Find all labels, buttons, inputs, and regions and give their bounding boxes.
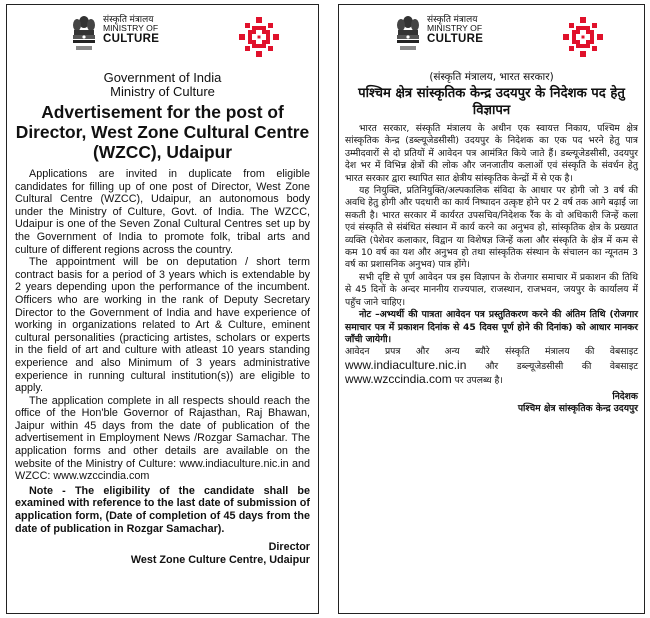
hindi-signature-title: निदेशक xyxy=(612,390,638,402)
link-wzccindia[interactable]: www.wzccindia.com xyxy=(345,372,452,387)
hindi-paragraph-eligibility: यह नियुक्ति, प्रतिनियुक्ति/अल्पकालिक संविदा के आधार पर होगी जो 3 वर्ष की अवधि हेतु होगी और पदधारी का कार्य निष्पादन उत्कृष्ट होने पर 2 वर्ष तक आगे बढ़ाई जा सकती है। भारत सरकार में कार्यरत उपसचिव/निदेशक रैंक के वो अधिकारी जिन्हें कला एवं संस्कृति से संबंधित संस्थान में कार्य करने का अनुभव हो, सांस्कृतिक क्षेत्र के प्रख्यात व्यक्ति (पेशेवर कलाकार, विद्वान या विशेषज्ञ जिन्हें कला और संस्कृति के क्षेत्र में कम से कम 10 वर्ष का यश और अनुभव हो तथा सांस्कृतिक संस्थान के संचालन का न्यूनतम 3 वर्ष का प्रशासनिक अनुभव) पात्र होंगे। xyxy=(345,185,638,271)
hindi-advertisement xyxy=(338,4,645,614)
paragraph-eligibility: The appointment will be on deputation / short term contract basis for a period of 3 years which is extendable by 2 years depending upon the performance of the incumbent. Officers who are working in the rank of Deputy Secretary Director to the Government of India and have experience of working in organizations related to Art & Culture, eminent cultural personalities (practicing artistes, scholars or experts in the field of art and culture with atleast 10 years standing experience and also Minimum of 3 years administrative experience in running cultural institution(s)) are eligible to apply. xyxy=(15,256,310,395)
ministry-logo-text: संस्कृति मंत्रालय MINISTRY OF CULTURE xyxy=(427,14,484,46)
english-advertisement xyxy=(6,4,319,614)
ministry-label: Ministry of Culture xyxy=(110,84,215,99)
hindi-signature-organization: पश्चिम क्षेत्र सांस्कृतिक केन्द्र उदयपुर xyxy=(517,402,638,414)
signature-organization: West Zone Culture Centre, Udaipur xyxy=(130,553,310,566)
link-indiaculture[interactable]: www.indiaculture.nic.in xyxy=(345,357,467,372)
wzcc-logo-icon xyxy=(237,15,281,59)
hindi-paragraph-intro: भारत सरकार, संस्कृति मंत्रालय के अधीन एक स्वायत्त निकाय, पश्चिम क्षेत्र सांस्कृतिक केन्द्र (डब्ल्यूजेडसीसी) उदयपुर के निदेशक का एक पद भरने हेतु पात्र उम्मीदवारों से दो प्रतियों में आवेदन पत्र आमंत्रित किये जाते हैं। डब्ल्यूजेडसीसी, उदयपुर देश भर में विभिन्न क्षेत्रों की लोक और जनजातीय कलाओं एवं संस्कृति के संवर्धन हेतु भारत सरकार द्वारा स्थापित सात क्षेत्रीय सांस्कृतिक केन्द्रों में से एक है। xyxy=(345,123,638,184)
hindi-eligibility-note: नोट –अभ्यर्थी की पात्रता आवेदन पत्र प्रस्तुतिकरण करने की अंतिम तिथि (रोजगार समाचार पत्र में प्रकाशन दिनांक से 45 दिवस पूर्ण होने की दिनांक) को आधार मानकर जाँची जायेगी। xyxy=(345,309,638,345)
eligibility-note: Note - The eligibility of the candidate shall be examined with reference to the last date of submission of application form, (Date of completion of 45 days from the date of publication in Rozgar Samachar). xyxy=(15,484,310,535)
emblem-icon xyxy=(71,13,97,55)
hindi-advertisement-title: पश्चिम क्षेत्र सांस्कृतिक केन्द्र उदयपुर के निदेशक पद हेतु विज्ञापन xyxy=(358,86,625,118)
hindi-paragraph-websites: आवेदन प्रपत्र और अन्य ब्यौरे संस्कृति मंत्रालय की वेबसाइट www.indiaculture.nic.in और डब्ल्यूजेडसीसी की वेबसाइट www.wzccindia.com पर उपलब्ध है। xyxy=(345,346,639,387)
hindi-paragraph-application: सभी दृष्टि से पूर्ण आवेदन पत्र इस विज्ञापन के रोजगार समाचार में प्रकाशन की तिथि से 45 दिनों के अन्दर माननीय राज्यपाल, राजस्थान, राजभवन, जयपुर के कार्यालय में पहुँच जाने चाहिए। xyxy=(345,271,638,308)
logo-row xyxy=(7,5,318,71)
advertisement-title: Advertisement for the post of Director, West Zone Cultural Centre (WZCC), Udaipur xyxy=(15,102,310,162)
wzcc-logo-icon xyxy=(561,15,605,59)
government-label: Government of India xyxy=(103,70,222,85)
emblem-icon xyxy=(395,13,421,55)
logo-row xyxy=(339,5,644,71)
paragraph-application: The application complete in all respects should reach the office of the Hon'ble Governor of Rajasthan, Raj Bhawan, Jaipur within 45 days from the date of publication of the advertisement in Employment News /Rozgar Samachar. The application forms and other details are available on the website of the Ministry of Culture: www.indiaculture.nic.in and WZCC: www.wzccindia.com xyxy=(15,394,310,483)
ministry-logo-text: संस्कृति मंत्रालय MINISTRY OF CULTURE xyxy=(103,14,160,46)
hindi-subtitle: (संस्कृति मंत्रालय, भारत सरकार) xyxy=(429,71,554,83)
signature-title: Director xyxy=(268,541,310,554)
paragraph-intro: Applications are invited in duplicate from eligible candidates for filling up of one post of Director, West Zone Cultural Centre (WZCC), Udaipur, an autonomous body under the Ministry of Culture, Govt. of India. The WZCC, Udaipur is one of the Seven Zonal Cultural Centres set up by the Government of India to promote folk, tribal arts and culture of different regions across the country. xyxy=(15,168,310,256)
